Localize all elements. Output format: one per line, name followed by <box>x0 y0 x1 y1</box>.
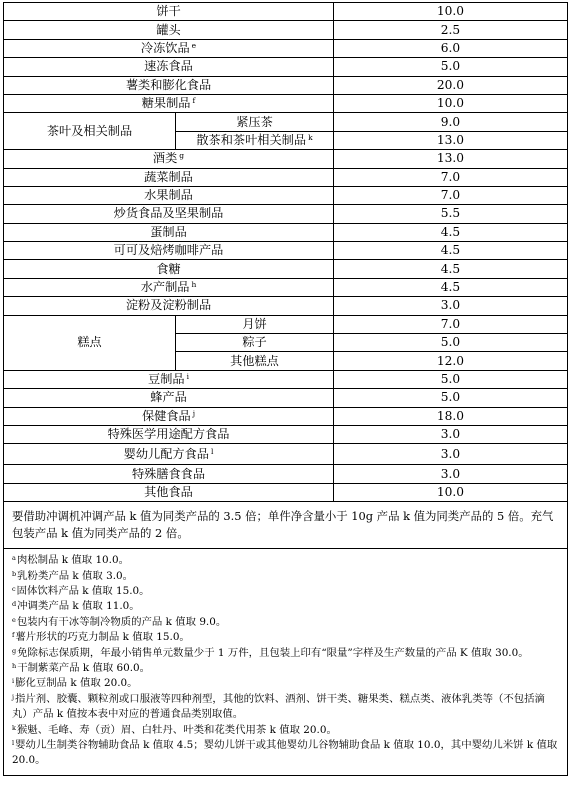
footnote-mark: g <box>12 646 17 655</box>
footnote-text: 婴幼儿生制类谷物辅助食品 k 值取 4.5；婴幼儿饼干或其他婴幼儿谷物辅助食品 k 值取 10.0，其中婴幼儿米饼 k 值取 20.0。 <box>12 739 558 767</box>
footnote-mark: j <box>12 692 15 701</box>
footnote-mark: e <box>12 615 16 624</box>
table-row <box>4 205 568 223</box>
category-name-cell <box>4 370 334 388</box>
table-row <box>4 370 568 388</box>
document-page <box>3 2 567 776</box>
footnote-marker: i <box>186 372 189 381</box>
k-value-cell: 7.0 <box>334 315 568 333</box>
category-name-cell <box>4 76 334 94</box>
footnote-marker: g <box>179 151 185 161</box>
footnote-text: 猴魁、毛峰、寿（贡）眉、白牡丹、叶类和花类代用茶 k 值取 20.0。 <box>16 723 337 736</box>
table-row <box>4 315 568 333</box>
k-value-cell: 3.0 <box>334 465 568 483</box>
k-value-cell: 4.5 <box>334 242 568 260</box>
k-value-cell: 18.0 <box>334 407 568 425</box>
category-name-cell <box>4 483 334 501</box>
k-value-cell: 3.0 <box>334 444 568 465</box>
k-value-cell: 5.5 <box>334 205 568 223</box>
category-name: 紧压茶 <box>236 114 273 129</box>
k-value-cell: 7.0 <box>334 168 568 186</box>
category-name: 糖果制品 <box>141 96 191 111</box>
footnote-marker: k <box>308 132 313 142</box>
footnote-marker: f <box>192 96 196 106</box>
category-name-cell <box>4 389 334 407</box>
category-name: 水果制品 <box>144 188 193 203</box>
footnote <box>12 630 559 645</box>
category-name-cell <box>4 297 334 315</box>
footnote-marker: j <box>192 408 196 418</box>
footnote-list <box>12 553 559 769</box>
category-name: 淀粉及淀粉制品 <box>125 298 212 313</box>
group-name: 茶叶及相关制品 <box>46 123 133 138</box>
footnote-mark: l <box>12 739 15 748</box>
k-value-cell: 13.0 <box>334 131 568 149</box>
category-name-cell <box>4 186 334 204</box>
category-name: 蛋制品 <box>150 224 187 239</box>
footnote-text: 膨化豆制品 k 值取 20.0。 <box>15 677 138 690</box>
category-name-cell <box>4 465 334 483</box>
category-name: 豆制品 <box>148 372 185 386</box>
category-name: 其他食品 <box>144 484 193 499</box>
footnote-text: 冲调类产品 k 值取 11.0。 <box>17 600 140 613</box>
footnote <box>12 738 559 769</box>
table-row <box>4 21 568 39</box>
table-row <box>4 58 568 76</box>
category-name-cell <box>4 242 334 260</box>
k-value-cell: 5.0 <box>334 334 568 352</box>
category-name: 可可及焙烤咖啡产品 <box>113 243 224 258</box>
k-value-cell: 10.0 <box>334 483 568 501</box>
footnote-marker: e <box>191 40 197 50</box>
k-value-cell: 4.5 <box>334 260 568 278</box>
category-name: 特殊膳食食品 <box>131 466 206 481</box>
k-value-cell: 2.5 <box>334 21 568 39</box>
category-name: 饼干 <box>156 4 181 19</box>
category-name: 蔬菜制品 <box>144 169 193 184</box>
k-value-cell: 20.0 <box>334 76 568 94</box>
category-name: 速冻食品 <box>144 59 193 74</box>
group-name-cell <box>4 113 176 150</box>
category-name-cell <box>4 223 334 241</box>
category-name: 其他糕点 <box>230 353 279 368</box>
footnote <box>12 723 559 738</box>
footnote <box>12 599 559 614</box>
k-value-cell: 6.0 <box>334 39 568 57</box>
k-value-cell: 13.0 <box>334 150 568 168</box>
category-name-cell <box>4 58 334 76</box>
k-value-cell: 10.0 <box>334 3 568 21</box>
footnote-mark: c <box>12 584 16 593</box>
footnote-text: 包装内有干冰等制冷物质的产品 k 值取 9.0。 <box>16 615 227 628</box>
category-name-cell <box>176 113 334 131</box>
table-row <box>4 425 568 443</box>
category-name-cell <box>4 94 334 112</box>
category-name-cell <box>4 168 334 186</box>
footnote-text: 干制紫菜产品 k 值取 60.0。 <box>17 662 151 674</box>
category-name-cell <box>4 3 334 21</box>
footnote-text: 肉松制品 k 值取 10.0。 <box>16 554 129 567</box>
footnote <box>12 661 559 676</box>
category-name: 保健食品 <box>141 408 191 423</box>
k-value-cell: 3.0 <box>334 425 568 443</box>
footnote-text: 免除标志保质期，年最小销售单元数量少于 1 万件，且包装上印有“限量”字样及生产数量的产品 K 值取 30.0。 <box>17 646 529 659</box>
table-row <box>4 76 568 94</box>
category-name: 罐头 <box>156 22 181 37</box>
category-name: 冷冻饮品 <box>140 40 190 55</box>
footnote-mark: i <box>12 677 15 686</box>
table-row <box>4 3 568 21</box>
category-name-cell <box>4 39 334 57</box>
footnote-text: 薯片形状的巧克力制品 k 值取 15.0。 <box>15 631 190 644</box>
category-name-cell <box>4 260 334 278</box>
footnote-mark: b <box>12 569 17 578</box>
footnote-mark: k <box>12 723 16 732</box>
category-name-cell <box>4 150 334 168</box>
table-row <box>4 223 568 241</box>
footnote <box>12 692 559 723</box>
table-row <box>4 150 568 168</box>
category-name-cell <box>4 21 334 39</box>
footnote-mark: d <box>12 600 17 609</box>
k-value-cell: 10.0 <box>334 94 568 112</box>
k-value-cell: 12.0 <box>334 352 568 370</box>
table-row <box>4 113 568 131</box>
k-value-table <box>3 2 568 776</box>
k-value-cell: 7.0 <box>334 186 568 204</box>
table-row <box>4 242 568 260</box>
category-name-cell <box>176 131 334 149</box>
footnote-marker: l <box>210 446 214 456</box>
category-name-cell <box>176 334 334 352</box>
category-name: 炒货食品及坚果制品 <box>113 206 224 221</box>
footnote-mark: f <box>12 631 15 640</box>
category-name-cell <box>4 444 334 465</box>
footnote-text: 固体饮料产品 k 值取 15.0。 <box>16 584 150 597</box>
category-name: 薯类和膨化食品 <box>125 77 212 92</box>
table-row <box>4 389 568 407</box>
footnote <box>12 615 559 630</box>
group-name: 糕点 <box>77 335 102 350</box>
category-name: 水产制品 <box>140 280 190 295</box>
footnote-mark: h <box>12 662 17 670</box>
k-value-cell: 4.5 <box>334 278 568 296</box>
category-name: 散茶和茶叶相关制品 <box>196 132 307 147</box>
category-name-cell <box>4 425 334 443</box>
category-name: 月饼 <box>242 316 267 331</box>
notes-row <box>4 549 568 776</box>
table-row <box>4 297 568 315</box>
category-name: 粽子 <box>242 335 267 350</box>
k-value-cell: 9.0 <box>334 113 568 131</box>
category-name-cell <box>176 315 334 333</box>
table-row <box>4 465 568 483</box>
table-body <box>4 3 568 502</box>
group-name-cell <box>4 315 176 370</box>
footnote <box>12 646 559 661</box>
footnote <box>12 553 559 568</box>
k-value-cell: 5.0 <box>334 58 568 76</box>
table-row <box>4 168 568 186</box>
k-value-cell: 4.5 <box>334 223 568 241</box>
footnote-mark: a <box>12 554 16 563</box>
footnote <box>12 569 559 584</box>
k-value-cell: 5.0 <box>334 370 568 388</box>
k-value-cell: 5.0 <box>334 389 568 407</box>
table-row <box>4 39 568 57</box>
category-name: 酒类 <box>152 151 178 166</box>
table-row <box>4 407 568 425</box>
category-name: 食糖 <box>156 261 181 276</box>
footnote-marker: h <box>191 280 197 290</box>
table-row <box>4 260 568 278</box>
category-name-cell <box>4 278 334 296</box>
category-name-cell <box>4 205 334 223</box>
table-row <box>4 94 568 112</box>
category-name: 婴幼儿配方食品 <box>123 446 209 461</box>
category-name-cell <box>4 407 334 425</box>
table-row <box>4 278 568 296</box>
footnote <box>12 584 559 599</box>
table-row <box>4 483 568 501</box>
table-row <box>4 186 568 204</box>
footnote-text: 乳粉类产品 k 值取 3.0。 <box>17 569 134 582</box>
footnote-text: 指片剂、胶囊、颗粒剂或口服液等四种剂型，其他的饮料、酒剂、饼干类、糖果类、糕点类、液体乳类等（不包括滴丸）产品 k 值按本表中对应的普通食品类别取值。 <box>12 692 545 721</box>
table-row <box>4 444 568 465</box>
table-caption: 要借助冲调机冲调产品 k 值为同类产品的 3.5 倍；单件净含量小于 10g 产品 k 值为同类产品的 5 倍。充气包装产品 k 值为同类产品的 2 倍。 <box>4 502 568 549</box>
caption-row <box>4 502 568 549</box>
category-name: 蜂产品 <box>150 390 187 405</box>
footnotes <box>4 549 568 776</box>
category-name-cell <box>176 352 334 370</box>
footnote <box>12 676 559 691</box>
k-value-cell: 3.0 <box>334 297 568 315</box>
category-name: 特殊医学用途配方食品 <box>107 427 230 442</box>
